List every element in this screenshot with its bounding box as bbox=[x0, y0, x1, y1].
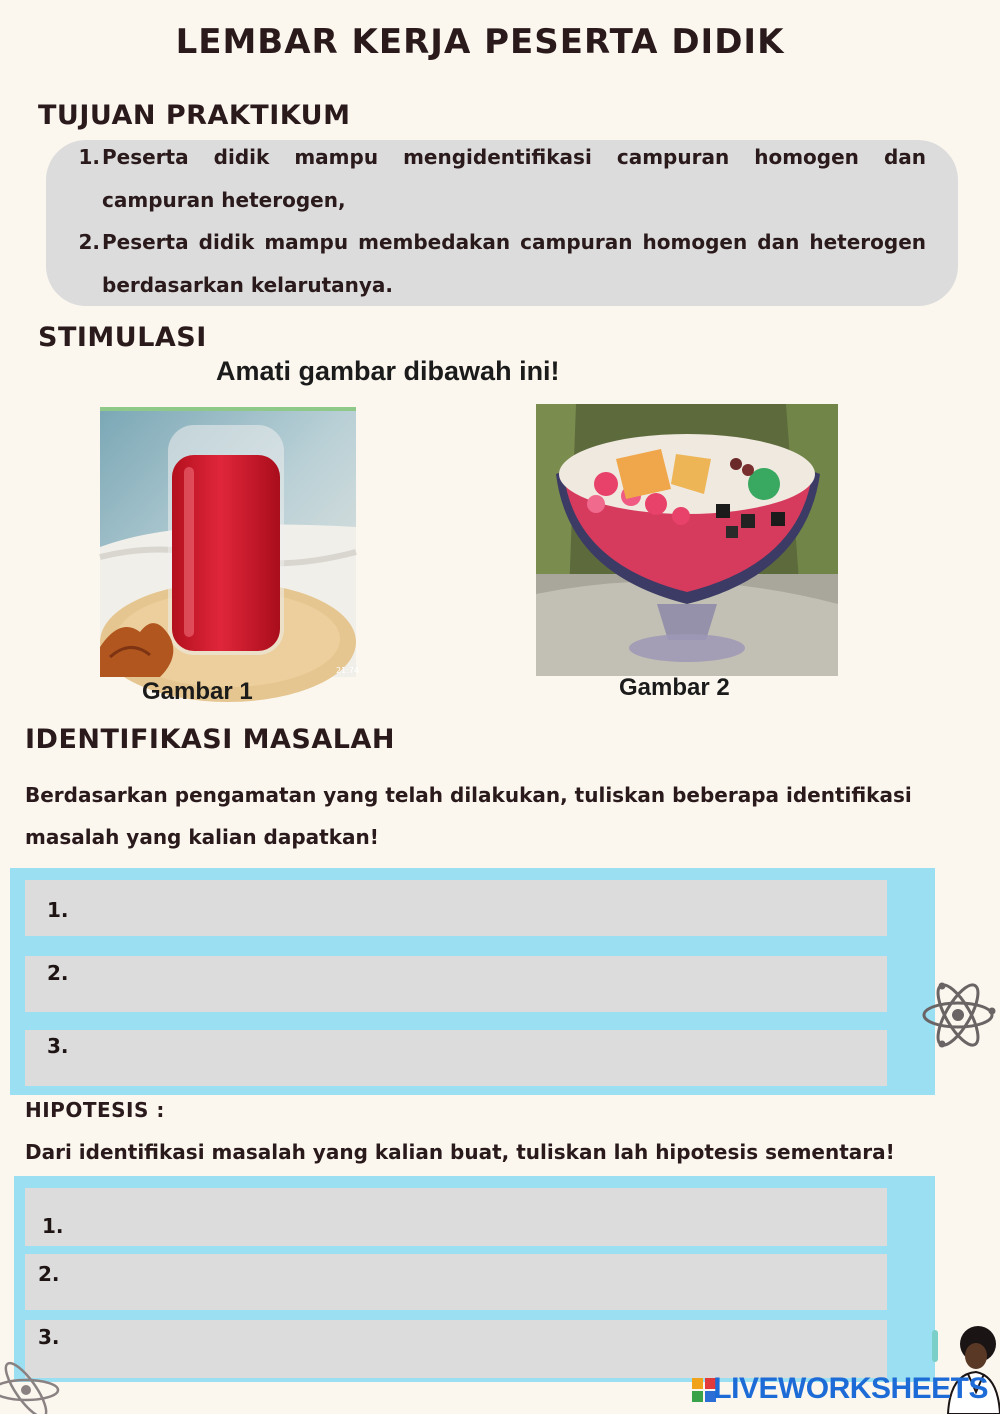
goal-item-2 bbox=[76, 221, 926, 307]
image-timestamp: 21:74 bbox=[336, 666, 360, 675]
caption-gambar-1: Gambar 1 bbox=[142, 678, 253, 705]
atom-icon bbox=[920, 978, 996, 1052]
mixed-dessert-illustration bbox=[536, 404, 838, 676]
goal-text-line1: Peserta didik mampu membedakan campuran homogen dan heterogen bbox=[102, 230, 926, 254]
goal-text-line1: Peserta didik mampu mengidentifikasi campuran homogen dan bbox=[102, 145, 926, 169]
hipotesis-answer-panel bbox=[14, 1176, 935, 1382]
identifikasi-answer-row-1[interactable] bbox=[25, 880, 887, 936]
row-number: 3. bbox=[38, 1325, 60, 1349]
identifikasi-answer-row-2[interactable] bbox=[25, 956, 887, 1012]
hipotesis-answer-row-1[interactable] bbox=[25, 1188, 887, 1246]
identifikasi-heading: IDENTIFIKASI MASALAH bbox=[25, 724, 395, 755]
hipotesis-answer-row-3[interactable] bbox=[25, 1320, 887, 1378]
goal-number: 1. bbox=[78, 145, 100, 169]
row-number: 2. bbox=[47, 961, 69, 985]
tujuan-heading: TUJUAN PRAKTIKUM bbox=[38, 100, 351, 131]
caption-gambar-2: Gambar 2 bbox=[619, 674, 730, 701]
goals-box bbox=[46, 140, 958, 306]
identifikasi-prompt-line2: masalah yang kalian dapatkan! bbox=[25, 825, 379, 849]
hipotesis-heading: HIPOTESIS : bbox=[25, 1098, 165, 1122]
goal-item-1 bbox=[76, 136, 926, 222]
identifikasi-prompt-line1: Berdasarkan pengamatan yang telah dilakukan, tuliskan beberapa identifikasi bbox=[25, 783, 912, 807]
red-drink-illustration bbox=[100, 407, 360, 677]
row-number: 1. bbox=[47, 898, 69, 922]
liveworksheets-wordmark: LIVEWORKSHEETS bbox=[713, 1372, 988, 1405]
goal-text-line2: berdasarkan kelarutanya. bbox=[102, 273, 394, 297]
image-mixed-dessert bbox=[536, 404, 838, 676]
row-number: 2. bbox=[38, 1262, 60, 1286]
goal-text-line2: campuran heterogen, bbox=[102, 188, 346, 212]
identifikasi-answer-panel bbox=[10, 868, 935, 1095]
image-red-drink bbox=[100, 407, 360, 677]
page-title: LEMBAR KERJA PESERTA DIDIK bbox=[175, 22, 785, 62]
row-number: 3. bbox=[47, 1034, 69, 1058]
hipotesis-answer-row-2[interactable] bbox=[25, 1254, 887, 1310]
identifikasi-prompt bbox=[25, 774, 945, 858]
goal-number: 2. bbox=[78, 230, 100, 254]
hipotesis-prompt: Dari identifikasi masalah yang kalian buat, tuliskan lah hipotesis sementara! bbox=[25, 1140, 895, 1164]
stimulasi-instruction: Amati gambar dibawah ini! bbox=[216, 356, 560, 386]
row-number: 1. bbox=[42, 1214, 64, 1238]
atom-icon bbox=[0, 1360, 62, 1414]
stimulasi-heading: STIMULASI bbox=[38, 322, 207, 353]
identifikasi-answer-row-3[interactable] bbox=[25, 1030, 887, 1086]
